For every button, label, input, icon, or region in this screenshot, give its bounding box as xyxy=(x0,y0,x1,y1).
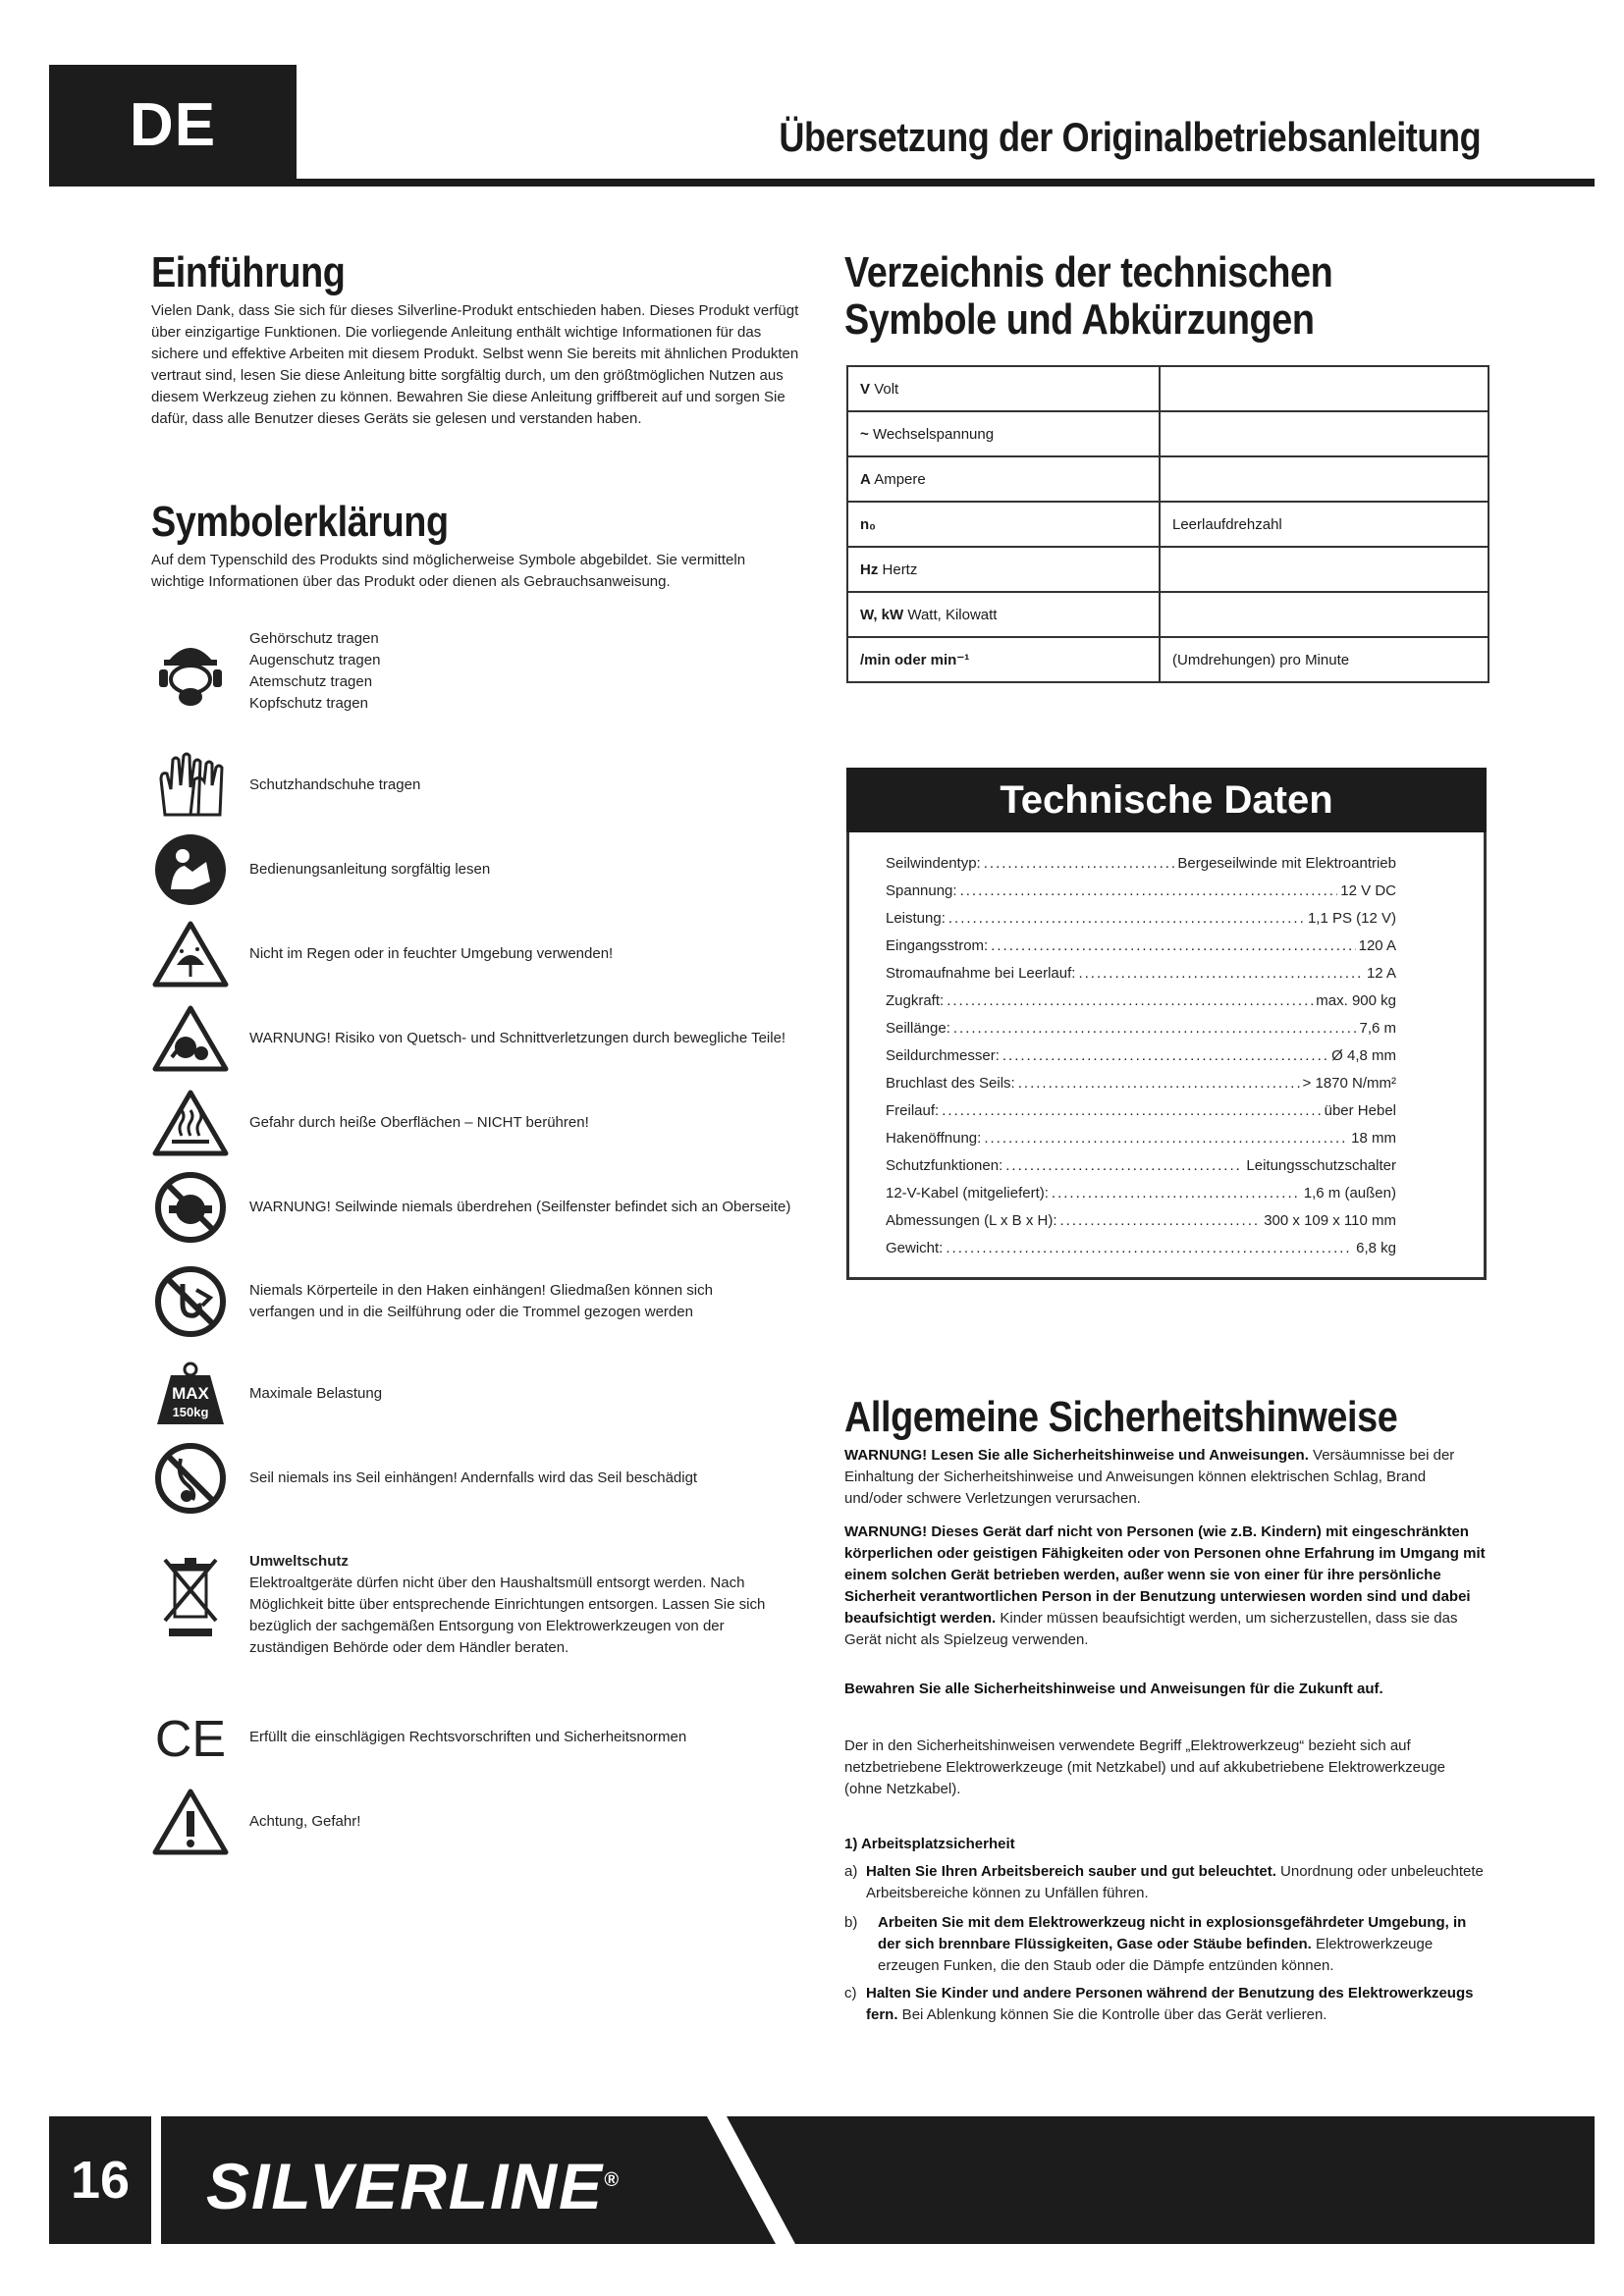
abbr-symbol: /min oder min⁻¹ xyxy=(860,652,970,668)
registered-mark: ® xyxy=(604,2169,621,2191)
ppe-hearing-label: Gehörschutz tragen xyxy=(249,630,379,647)
abbr-symbol: n₀ xyxy=(860,515,876,533)
symbol-ppe xyxy=(151,628,799,715)
abbr-symbol: ~ xyxy=(860,425,869,443)
abbr-desc: Wechselspannung xyxy=(872,425,995,443)
safety-p2-bold: WARNUNG! Dieses Gerät darf nicht von Personen (wie z.B. Kindern) mit eingeschränkten körperlichen oder geistigen Fähigkeiten oder von Personen ohne Erfahrung im Umgang mit einem solchen Gerät betrieben werden, außer wenn sie von einer für ihre persönliche Sicherheit verantwortlichen Person in der Benutzung unterwiesen worden sind und dabei beaufsichtigt werden. xyxy=(844,1523,1486,1627)
tech-row xyxy=(886,1156,1396,1176)
weee-bin-icon xyxy=(151,1551,230,1641)
hot-surface-icon xyxy=(151,1084,230,1162)
tech-key: Bruchlast des Seils: xyxy=(886,1075,1015,1092)
tech-key: Freilauf: xyxy=(886,1102,940,1119)
gloves-label: Schutzhandschuhe tragen xyxy=(249,776,421,793)
tech-value: über Hebel xyxy=(1324,1102,1396,1119)
no-rain-warning-icon xyxy=(151,915,230,993)
no-rope-hook-icon xyxy=(151,1439,230,1518)
page-number: 16 xyxy=(70,2151,131,2210)
tech-key: Spannung: xyxy=(886,882,957,899)
item-text: Unordnung oder unbeleuchtete Arbeitsbereiche können zu Unfällen führen. xyxy=(866,1863,1484,1901)
ce-mark-icon xyxy=(151,1698,230,1777)
overwind-label: WARNUNG! Seilwinde niemals überdrehen (Seilfenster befindet sich an Oberseite) xyxy=(249,1199,791,1215)
table-row xyxy=(847,592,1489,637)
danger-label: Achtung, Gefahr! xyxy=(249,1813,361,1830)
workplace-safety-title: 1) Arbeitsplatzsicherheit xyxy=(844,1836,1015,1852)
tech-row xyxy=(886,1046,1396,1066)
tech-row xyxy=(886,1074,1396,1094)
tech-row xyxy=(886,909,1396,929)
abbreviations-table xyxy=(846,365,1489,683)
symbol-gloves xyxy=(151,746,799,825)
language-code: DE xyxy=(129,91,217,159)
tech-value: 7,6 m xyxy=(1359,1020,1396,1037)
table-row xyxy=(847,637,1489,682)
tech-key: Seildurchmesser: xyxy=(886,1047,1000,1064)
tech-row xyxy=(886,1101,1396,1121)
safety-item-b xyxy=(844,1912,1487,1977)
hot-label: Gefahr durch heiße Oberflächen – NICHT berühren! xyxy=(249,1114,589,1131)
tech-row xyxy=(886,1129,1396,1148)
abbr-right xyxy=(1160,456,1489,502)
symbol-environment xyxy=(151,1551,799,1659)
intro-text: Vielen Dank, dass Sie sich für dieses Silverline-Produkt entschieden haben. Dieses Produkt verfügt über einzigartige Funktionen. Die vorliegende Anleitung enthält wichtige Informationen für das sichere und effektive Arbeiten mit diesem Produkt. Selbst wenn Sie bereits mit ähnlichen Produkten vertraut sind, lesen Sie diese Anleitung bitte sorgfältig durch, um den größtmöglichen Nutzen aus diesem Werkzeug ziehen zu können. Bewahren Sie diese Anleitung griffbereit auf und sorgen Sie dafür, dass alle Benutzer dieses Geräts sie gelesen und verstanden haben. xyxy=(151,302,799,427)
tech-key: Zugkraft: xyxy=(886,992,945,1009)
tech-row xyxy=(886,1184,1396,1203)
crush-label: WARNUNG! Risiko von Quetsch- und Schnittverletzungen durch bewegliche Teile! xyxy=(249,1030,786,1046)
item-label: a) xyxy=(844,1863,858,1880)
symbols-heading: Symbolerklärung xyxy=(151,498,449,546)
item-bold: Halten Sie Kinder und andere Personen während der Benutzung des Elektrowerkzeugs fern. xyxy=(866,1985,1474,2023)
tech-row xyxy=(886,881,1396,901)
ce-mark-text: CE xyxy=(154,1713,227,1762)
abbr-desc: Hertz xyxy=(882,561,918,578)
tech-row xyxy=(886,964,1396,984)
no-hook-limb-icon xyxy=(151,1262,230,1341)
abbr-right: Leerlaufdrehzahl xyxy=(1160,502,1489,547)
symbol-crush xyxy=(151,999,799,1078)
tech-key: Gewicht: xyxy=(886,1240,944,1256)
table-row xyxy=(847,456,1489,502)
no-overwind-icon xyxy=(151,1168,230,1247)
environment-title: Umweltschutz xyxy=(249,1553,349,1570)
brand-logo xyxy=(206,2116,621,2244)
tech-value: 6,8 kg xyxy=(1356,1240,1396,1256)
symbol-rain xyxy=(151,915,799,993)
tech-key: Stromaufnahme bei Leerlauf: xyxy=(886,965,1076,982)
abbr-right xyxy=(1160,592,1489,637)
tech-key: Hakenöffnung: xyxy=(886,1130,982,1147)
abbr-symbol: A xyxy=(860,470,871,488)
symbols-intro-text: Auf dem Typenschild des Produkts sind möglicherweise Symbole abgebildet. Sie vermitteln wichtige Informationen über das Produkt oder dienen als Gebrauchsanweisung. xyxy=(151,552,746,590)
abbr-symbol: W, kW xyxy=(860,606,904,623)
ppe-icon xyxy=(151,632,230,711)
tech-key: Abmessungen (L x B x H): xyxy=(886,1212,1057,1229)
tech-key: Leistung: xyxy=(886,910,946,927)
symbol-rope xyxy=(151,1439,799,1518)
intro-heading: Einführung xyxy=(151,248,346,296)
safety-item-a xyxy=(844,1861,1487,1904)
ppe-breathing-label: Atemschutz tragen xyxy=(249,673,373,690)
tech-key: Schutzfunktionen: xyxy=(886,1157,1003,1174)
safety-item-c xyxy=(844,1983,1487,2026)
tech-value: 18 mm xyxy=(1351,1130,1396,1147)
tech-row xyxy=(886,991,1396,1011)
rope-label: Seil niemals ins Seil einhängen! Andernfalls wird das Seil beschädigt xyxy=(249,1469,698,1486)
item-label: b) xyxy=(844,1914,858,1931)
tech-value: Bergeseilwinde mit Elektroantrieb xyxy=(1177,855,1396,872)
item-text: Bei Ablenkung können Sie die Kontrolle über das Gerät verlieren. xyxy=(897,2006,1327,2023)
tech-value: max. 900 kg xyxy=(1316,992,1396,1009)
safety-paragraph-4: Der in den Sicherheitshinweisen verwendete Begriff „Elektrowerkzeug“ bezieht sich auf netzbetriebene Elektrowerkzeuge (mit Netzkabel) und auf akkubetriebene Elektrowerkzeuge (ohne Netzkabel). xyxy=(844,1737,1446,1797)
symbol-hot xyxy=(151,1084,799,1162)
safety-p2-text: Kinder müssen beaufsichtigt werden, um sicherzustellen, dass sie das Gerät nicht als Spielzeug verwenden. xyxy=(844,1610,1458,1648)
footer-swoosh-icon xyxy=(687,2116,805,2244)
abbreviations-heading: Verzeichnis der technischen Symbole und Abkürzungen xyxy=(844,248,1333,344)
max-icon-weight: 150kg xyxy=(172,1405,209,1419)
symbol-hook xyxy=(151,1262,799,1341)
table-row xyxy=(847,366,1489,411)
tech-key: Eingangsstrom: xyxy=(886,937,989,954)
max-load-label: Maximale Belastung xyxy=(249,1385,383,1402)
tech-key: 12-V-Kabel (mitgeliefert): xyxy=(886,1185,1049,1201)
max-icon-text: MAX xyxy=(172,1384,209,1403)
brand-name: SILVERLINE xyxy=(206,2150,605,2222)
abbr-right xyxy=(1160,411,1489,456)
abbr-desc: Watt, Kilowatt xyxy=(907,606,998,623)
safety-paragraph-3 xyxy=(844,1679,1487,1700)
tech-value: Ø 4,8 mm xyxy=(1331,1047,1396,1064)
abbr-right: (Umdrehungen) pro Minute xyxy=(1160,637,1489,682)
manual-label: Bedienungsanleitung sorgfältig lesen xyxy=(249,861,491,878)
tech-row xyxy=(886,854,1396,874)
page-title: Übersetzung der Originalbetriebsanleitung xyxy=(779,114,1481,160)
abbr-desc: Volt xyxy=(874,380,899,398)
tech-key: Seillänge: xyxy=(886,1020,950,1037)
tech-value: 1,1 PS (12 V) xyxy=(1307,910,1396,927)
workplace-safety-heading xyxy=(844,1834,1487,1855)
item-text: Elektrowerkzeuge erzeugen Funken, die den Staub oder die Dämpfe entzünden können. xyxy=(878,1936,1434,1974)
table-row xyxy=(847,547,1489,592)
footer-divider xyxy=(151,2116,161,2244)
abbr-symbol: Hz xyxy=(860,561,879,578)
symbol-ce xyxy=(151,1698,799,1777)
max-load-icon xyxy=(151,1355,230,1433)
table-row xyxy=(847,411,1489,456)
safety-paragraph-2 xyxy=(844,1522,1487,1651)
tech-key: Seilwindentyp: xyxy=(886,855,981,872)
safety-paragraph-1 xyxy=(844,1445,1487,1510)
header-rule xyxy=(297,179,1595,187)
symbol-overwind xyxy=(151,1168,799,1247)
abbr-right xyxy=(1160,366,1489,411)
item-bold: Arbeiten Sie mit dem Elektrowerkzeug nicht in explosionsgefährdeter Umgebung, in der sich brennbare Flüssigkeiten, Gase oder Stäube befinden. xyxy=(878,1914,1467,1952)
tech-row xyxy=(886,936,1396,956)
tech-data-title: Technische Daten xyxy=(846,768,1487,832)
table-row xyxy=(847,502,1489,547)
safety-p3-bold: Bewahren Sie alle Sicherheitshinweise und Anweisungen für die Zukunft auf. xyxy=(844,1681,1383,1697)
ppe-eye-label: Augenschutz tragen xyxy=(249,652,381,668)
symbol-max-load xyxy=(151,1355,799,1433)
warning-triangle-icon xyxy=(151,1783,230,1861)
rain-label: Nicht im Regen oder in feuchter Umgebung verwenden! xyxy=(249,945,614,962)
safety-p1-text: Versäumnisse bei der Einhaltung der Sicherheitshinweise und Anweisungen können elektrischen Schlag, Brand und/oder schwere Verletzungen verursachen. xyxy=(844,1447,1455,1507)
abbr-desc: Ampere xyxy=(874,470,926,488)
tech-value: Leitungsschutzschalter xyxy=(1246,1157,1396,1174)
tech-value: 120 A xyxy=(1358,937,1396,954)
safety-p1-bold: WARNUNG! Lesen Sie alle Sicherheitshinweise und Anweisungen. xyxy=(844,1447,1309,1464)
symbol-manual xyxy=(151,830,799,909)
tech-row xyxy=(886,1211,1396,1231)
hook-label: Niemals Körperteile in den Haken einhängen! Gliedmaßen können sich verfangen und in die Seilführung oder die Trommel gezogen werden xyxy=(249,1282,713,1320)
item-bold: Halten Sie Ihren Arbeitsbereich sauber und gut beleuchtet. xyxy=(866,1863,1276,1880)
symbol-danger xyxy=(151,1783,799,1861)
abbr-symbol: V xyxy=(860,380,871,398)
abbr-right xyxy=(1160,547,1489,592)
tech-row xyxy=(886,1239,1396,1258)
tech-value: 12 V DC xyxy=(1340,882,1396,899)
read-manual-icon xyxy=(151,830,230,909)
gloves-icon xyxy=(151,746,230,825)
crush-hazard-icon xyxy=(151,999,230,1078)
tech-value: > 1870 N/mm² xyxy=(1302,1075,1396,1092)
tech-value: 12 A xyxy=(1366,965,1396,982)
safety-heading: Allgemeine Sicherheitshinweise xyxy=(844,1393,1398,1441)
tech-row xyxy=(886,1019,1396,1039)
ce-label: Erfüllt die einschlägigen Rechtsvorschriften und Sicherheitsnormen xyxy=(249,1729,687,1745)
environment-text: Elektroaltgeräte dürfen nicht über den Haushaltsmüll entsorgt werden. Nach Möglichkeit bitte über entsprechende Einrichtungen entsorgen. Lassen Sie sich bezüglich der sachgemäßen Entsorgung von Elektrowerkzeugen von der zuständigen Behörde oder dem Händler beraten. xyxy=(249,1575,766,1656)
tech-value: 1,6 m (außen) xyxy=(1303,1185,1396,1201)
item-label: c) xyxy=(844,1985,857,2002)
tech-value: 300 x 109 x 110 mm xyxy=(1264,1212,1396,1229)
ppe-head-label: Kopfschutz tragen xyxy=(249,695,368,712)
